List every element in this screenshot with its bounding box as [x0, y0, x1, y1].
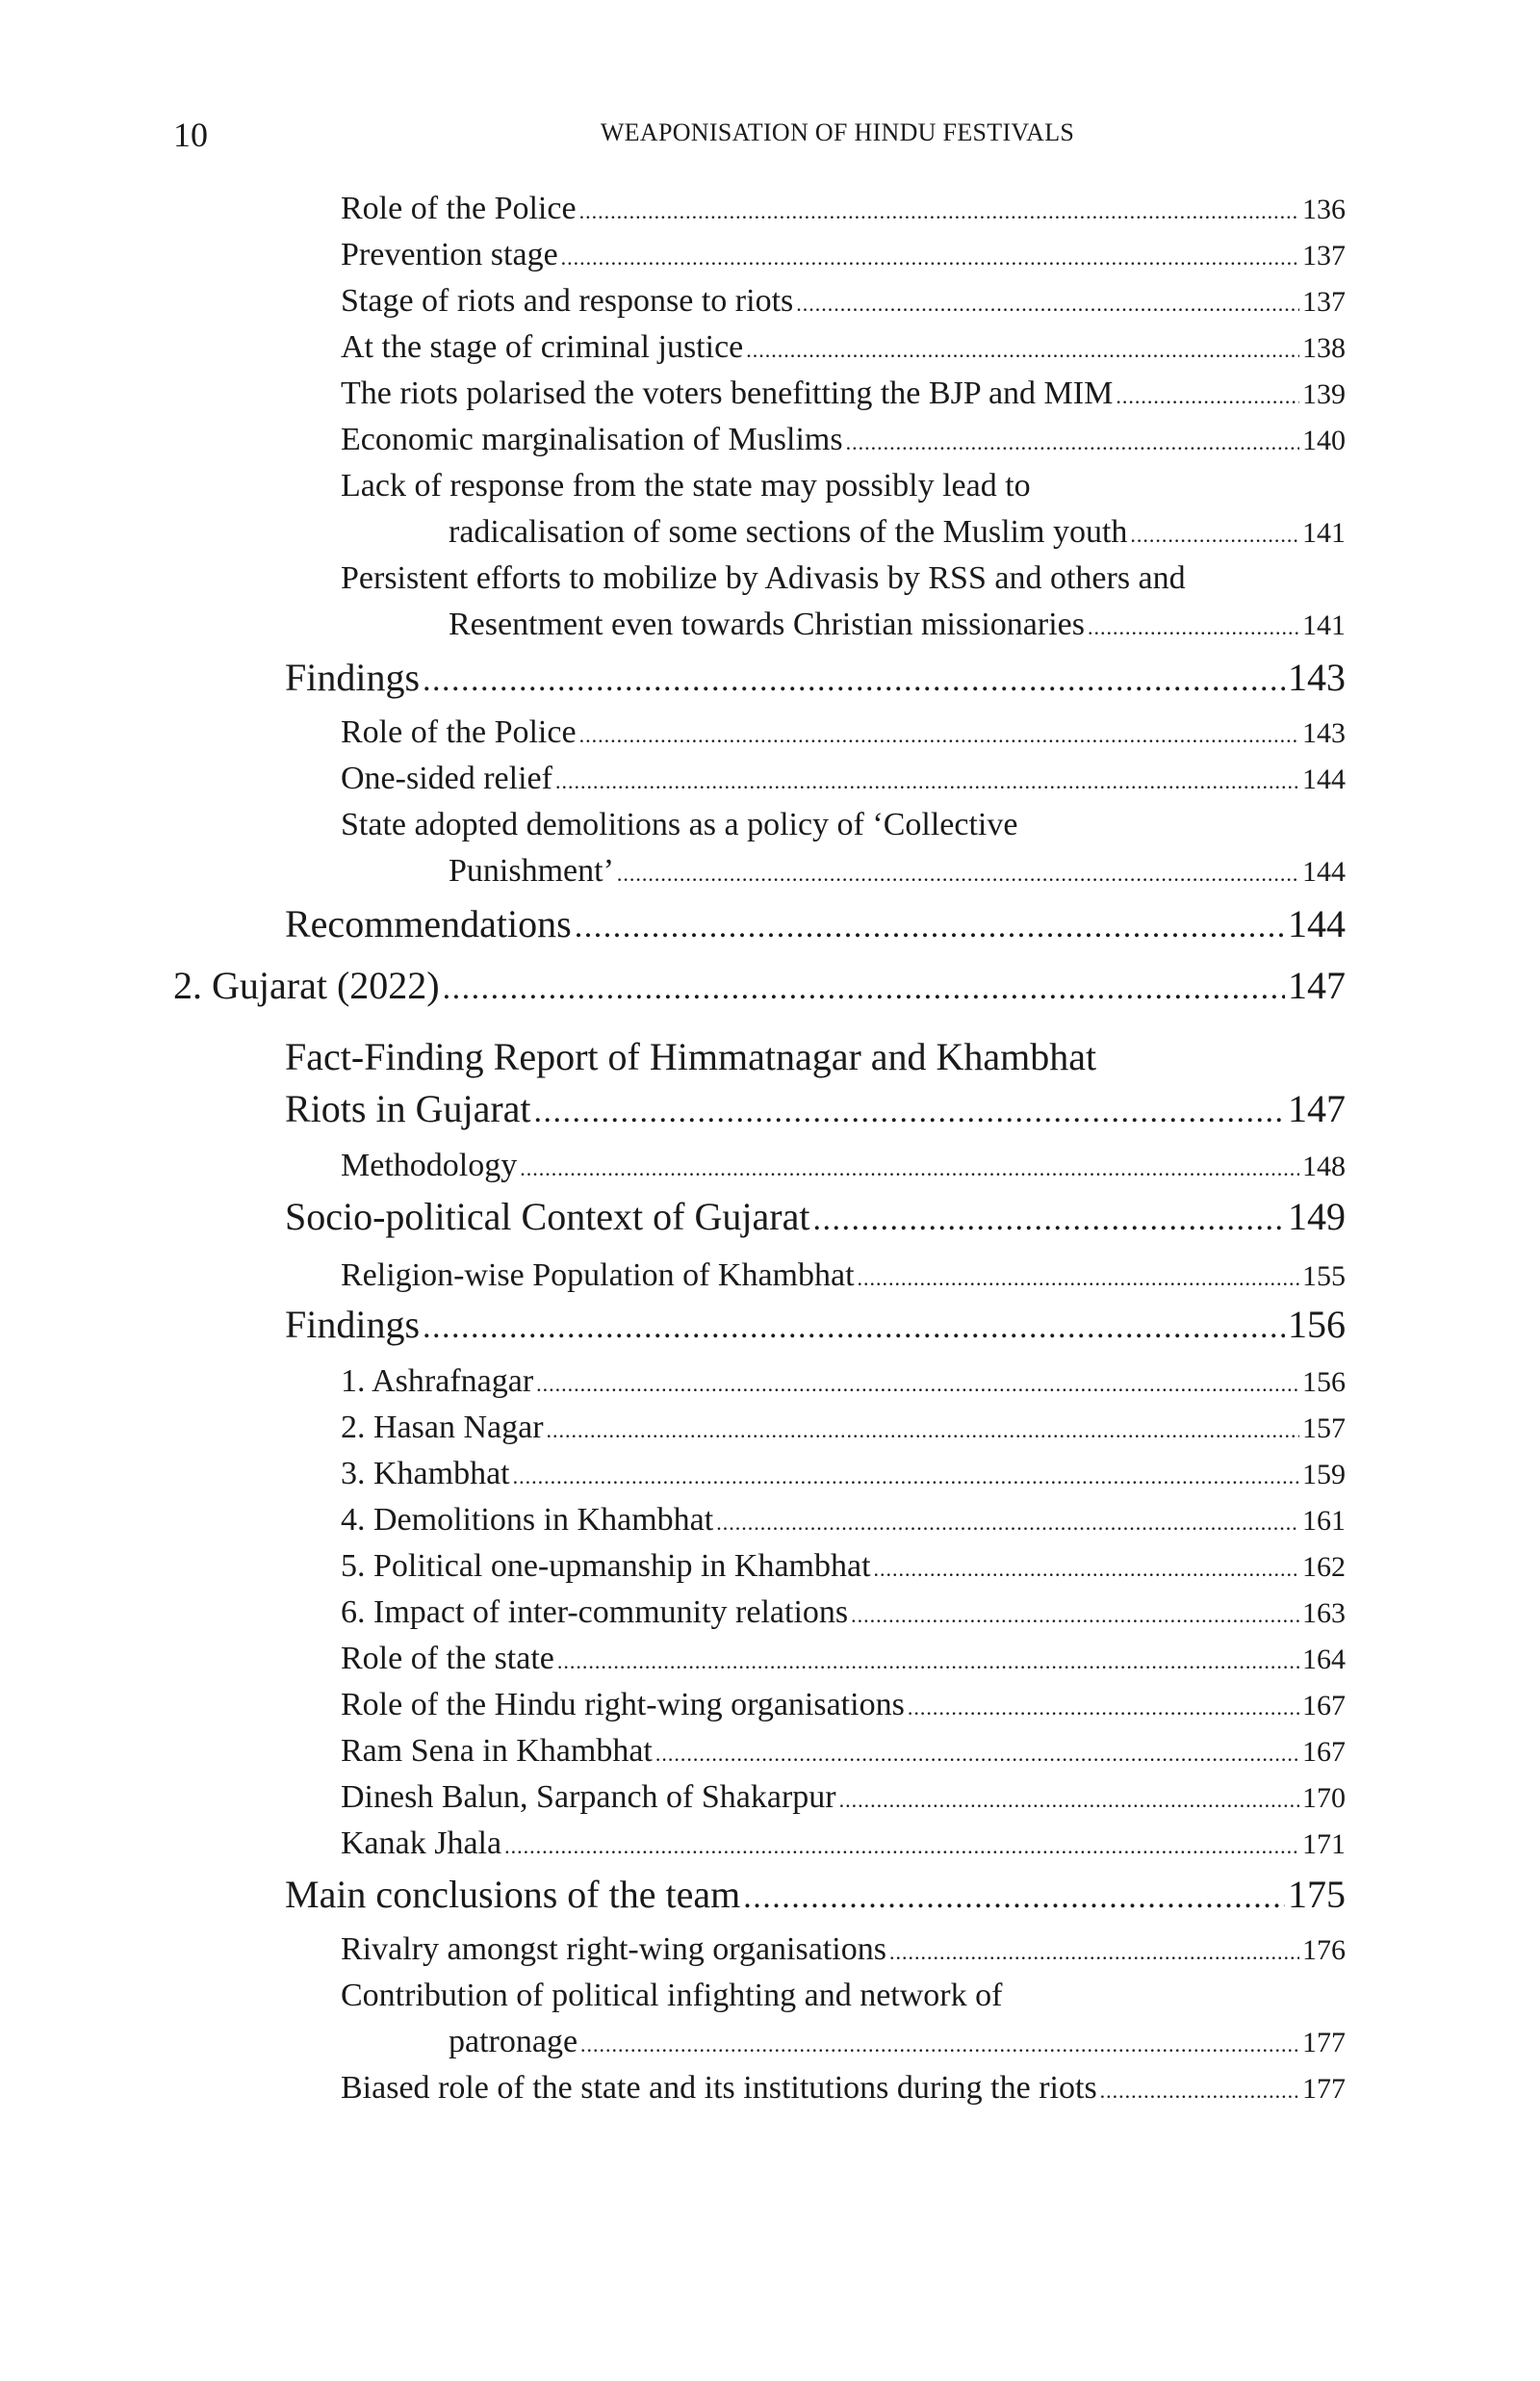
toc-entry[interactable] [341, 1687, 1346, 1723]
toc-entry[interactable] [341, 1825, 1346, 1862]
toc-chapter-title: 2. Gujarat (2022) [173, 964, 440, 1007]
toc-section[interactable] [285, 1194, 1346, 1239]
toc-entry-title[interactable]: Contribution of political infighting and network of [341, 1978, 1003, 2013]
toc-entry[interactable] [341, 761, 1346, 797]
toc-section[interactable] [285, 1302, 1346, 1347]
toc-entry-title: 4. Demolitions in Khambhat [341, 1502, 714, 1538]
dot-leader [812, 1194, 1285, 1239]
dot-leader [579, 714, 1299, 751]
toc-entry-page: 170 [1302, 1782, 1346, 1814]
toc-entry[interactable] [341, 1641, 1346, 1677]
toc-entry[interactable] [341, 1502, 1346, 1539]
toc-entry-title-continued: radicalisation of some sections of the Muslim youth [449, 514, 1128, 550]
toc-entry-page: 167 [1302, 1690, 1346, 1721]
dot-leader [1116, 375, 1299, 412]
dot-leader [846, 422, 1299, 458]
toc-entry-title-continued: patronage [449, 2024, 578, 2059]
toc-entry-title: Prevention stage [341, 237, 558, 272]
dot-leader [858, 1257, 1299, 1294]
toc-entry-page: 177 [1302, 2073, 1346, 2105]
toc-section[interactable] [285, 1086, 1346, 1131]
dot-leader [534, 1086, 1285, 1131]
dot-leader [575, 901, 1285, 946]
toc-entry-title: At the stage of criminal justice [341, 329, 744, 365]
toc-entry[interactable] [341, 283, 1346, 320]
toc-section[interactable] [285, 1872, 1346, 1917]
toc-entry-title: Rivalry amongst right-wing organisations [341, 1931, 886, 1967]
dot-leader [557, 1641, 1299, 1677]
toc-entry-title-continued: Resentment even towards Christian missionaries [449, 607, 1085, 642]
toc-section-title: Findings [285, 656, 421, 699]
toc-entry[interactable] [449, 514, 1346, 551]
toc-entry-title-continued: Punishment’ [449, 853, 614, 889]
toc-entry[interactable] [341, 714, 1346, 751]
toc-entry-title: Methodology [341, 1148, 518, 1183]
dot-leader [580, 2024, 1299, 2060]
toc-entry-page: 148 [1302, 1151, 1346, 1182]
dot-leader [874, 1548, 1299, 1585]
toc-entry-page: 137 [1302, 286, 1346, 318]
toc-entry[interactable] [341, 375, 1346, 412]
dot-leader [617, 853, 1299, 890]
dot-leader [423, 655, 1285, 700]
dot-leader [1130, 514, 1299, 551]
toc-entry-page: 176 [1302, 1934, 1346, 1966]
toc-entry-page: 177 [1302, 2027, 1346, 2058]
toc-section-page: 149 [1288, 1195, 1346, 1238]
toc-entry-page: 167 [1302, 1736, 1346, 1768]
toc-entry-page: 138 [1302, 332, 1346, 364]
toc-entry-title: 3. Khambhat [341, 1456, 510, 1491]
toc-entry[interactable] [341, 191, 1346, 227]
toc-entry[interactable] [341, 422, 1346, 458]
toc-entry-page: 162 [1302, 1551, 1346, 1583]
toc-entry-title: Religion-wise Population of Khambhat [341, 1257, 855, 1293]
toc-section-title: Socio-political Context of Gujarat [285, 1195, 810, 1238]
toc-entry[interactable] [449, 853, 1346, 890]
toc-entry-page: 143 [1302, 717, 1346, 749]
toc-entry-page: 171 [1302, 1828, 1346, 1860]
toc-entry-title: One-sided relief [341, 761, 552, 796]
dot-leader [555, 761, 1299, 797]
dot-leader [851, 1594, 1299, 1631]
toc-entry-title: Stage of riots and response to riots [341, 283, 794, 319]
toc-entry-title: Kanak Jhala [341, 1825, 502, 1861]
dot-leader [536, 1363, 1299, 1400]
dot-leader [716, 1502, 1299, 1539]
toc-entry[interactable] [341, 1548, 1346, 1585]
toc-section-title[interactable]: Fact-Finding Report of Himmatnagar and Khambhat [285, 1035, 1097, 1078]
toc-entry[interactable] [341, 1456, 1346, 1492]
toc-entry-page: 141 [1302, 609, 1346, 641]
toc-entry[interactable] [341, 1594, 1346, 1631]
toc-entry-page: 155 [1302, 1260, 1346, 1292]
toc-entry-page: 159 [1302, 1459, 1346, 1490]
toc-entry-title[interactable]: Lack of response from the state may possibly lead to [341, 468, 1031, 504]
toc-entry[interactable] [341, 237, 1346, 273]
toc-entry-page: 164 [1302, 1643, 1346, 1675]
toc-entry-title: 2. Hasan Nagar [341, 1410, 544, 1445]
toc-entry-title: Role of the Police [341, 714, 577, 750]
toc-entry-title: 6. Impact of inter-community relations [341, 1594, 849, 1630]
toc-entry-page: 144 [1302, 856, 1346, 888]
dot-leader [655, 1733, 1299, 1770]
toc-entry-title: Ram Sena in Khambhat [341, 1733, 653, 1769]
dot-leader [443, 963, 1285, 1008]
dot-leader [746, 329, 1299, 366]
toc-section-title: Recommendations [285, 902, 572, 945]
toc-section-page: 156 [1288, 1303, 1346, 1346]
toc-entry[interactable] [341, 2070, 1346, 2107]
toc-entry[interactable] [449, 2024, 1346, 2060]
toc-entry[interactable] [341, 329, 1346, 366]
toc-entry[interactable] [341, 1733, 1346, 1770]
toc-entry-page: 163 [1302, 1597, 1346, 1629]
dot-leader [561, 237, 1299, 273]
dot-leader [796, 283, 1299, 320]
toc-chapter-page: 147 [1288, 964, 1346, 1007]
toc-section-title: Main conclusions of the team [285, 1873, 741, 1916]
toc-section[interactable] [285, 655, 1346, 700]
dot-leader [504, 1825, 1299, 1862]
toc-entry[interactable] [341, 1148, 1346, 1184]
toc-entry-title: Dinesh Balun, Sarpanch of Shakarpur [341, 1779, 836, 1815]
toc-entry-page: 141 [1302, 517, 1346, 549]
dot-leader [908, 1687, 1299, 1723]
dot-leader [889, 1931, 1299, 1968]
dot-leader [513, 1456, 1299, 1492]
toc-entry-title: Role of the state [341, 1641, 554, 1676]
toc-entry[interactable] [341, 1410, 1346, 1446]
toc-entry-title: The riots polarised the voters benefitting the BJP and MIM [341, 375, 1114, 411]
running-title: WEAPONISATION OF HINDU FESTIVALS [600, 118, 1075, 146]
dot-leader [743, 1872, 1285, 1917]
toc-entry[interactable] [341, 1363, 1346, 1400]
toc-entry[interactable] [341, 1257, 1346, 1294]
toc-section-title: Findings [285, 1303, 421, 1346]
toc-entry-title: 1. Ashrafnagar [341, 1363, 534, 1399]
toc-entry-title: Role of the Hindu right-wing organisations [341, 1687, 905, 1722]
toc-entry-title[interactable]: Persistent efforts to mobilize by Adivasis by RSS and others and [341, 560, 1186, 596]
dot-leader [1100, 2070, 1299, 2107]
toc-entry-title[interactable]: State adopted demolitions as a policy of ‘Collective [341, 807, 1018, 842]
toc-entry-page: 139 [1302, 378, 1346, 410]
toc-section-page: 147 [1288, 1087, 1346, 1130]
toc-entry-title: 5. Political one-upmanship in Khambhat [341, 1548, 871, 1584]
toc-entry-page: 144 [1302, 763, 1346, 795]
toc-section[interactable] [285, 901, 1346, 946]
dot-leader [547, 1410, 1299, 1446]
toc-section-page: 143 [1288, 656, 1346, 699]
toc-entry-page: 136 [1302, 194, 1346, 225]
dot-leader [839, 1779, 1299, 1816]
toc-section-page: 175 [1288, 1873, 1346, 1916]
dot-leader [423, 1302, 1285, 1347]
toc-section-title-continued: Riots in Gujarat [285, 1087, 531, 1130]
dot-leader [579, 191, 1299, 227]
toc-chapter[interactable] [173, 963, 1346, 1008]
page-number: 10 [173, 116, 208, 154]
toc-entry-page: 137 [1302, 240, 1346, 272]
toc-entry-title: Biased role of the state and its institutions during the riots [341, 2070, 1097, 2106]
toc-entry-page: 140 [1302, 425, 1346, 456]
dot-leader [520, 1148, 1299, 1184]
toc-entry-title: Role of the Police [341, 191, 577, 226]
toc-section-page: 144 [1288, 902, 1346, 945]
toc-entry[interactable] [341, 1931, 1346, 1968]
dot-leader [1088, 607, 1299, 643]
toc-entry-page: 156 [1302, 1366, 1346, 1398]
toc-entry[interactable] [341, 1779, 1346, 1816]
toc-entry[interactable] [449, 607, 1346, 643]
toc-entry-page: 161 [1302, 1505, 1346, 1537]
toc-entry-title: Economic marginalisation of Muslims [341, 422, 843, 457]
toc-entry-page: 157 [1302, 1412, 1346, 1444]
